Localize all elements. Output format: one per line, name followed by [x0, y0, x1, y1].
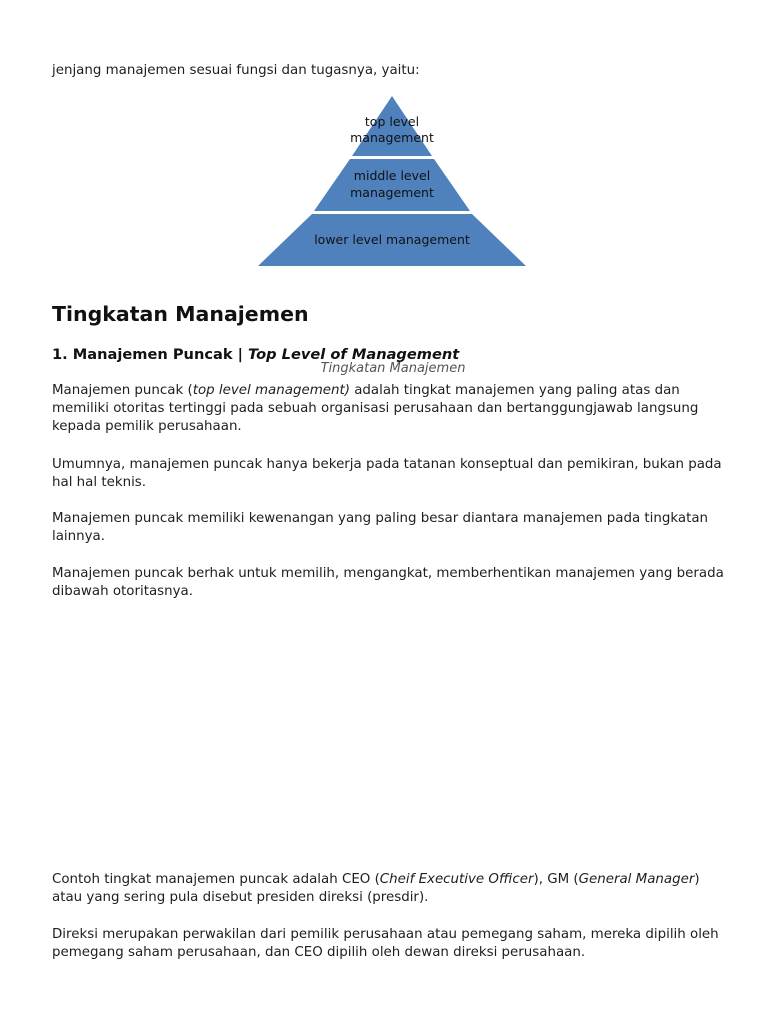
paragraph-4: Manajemen puncak berhak untuk memilih, mengangkat, memberhentikan manajemen yang berada dibawah otoritasnya. [52, 566, 724, 599]
pyramid-top-label-2: management [350, 130, 434, 145]
subheading-prefix: 1. Manajemen Puncak | [52, 346, 249, 363]
pyramid-top-label-1: top level [364, 114, 420, 129]
p1-text-a: Manajemen puncak ( [52, 383, 193, 398]
paragraph-1 [52, 382, 732, 436]
p5-text-italic-2: General Manager [578, 872, 695, 887]
pyramid-lower-label: lower level management [314, 232, 470, 247]
p5-text-a: Contoh tingkat manajemen puncak adalah CEO ( [52, 872, 380, 887]
paragraph-5 [52, 871, 732, 907]
intro-text: jenjang manajemen sesuai fungsi dan tugasnya, yaitu: [52, 63, 420, 78]
subheading-italic: Top Level of Management [248, 346, 460, 363]
section-heading: Tingkatan Manajemen [52, 302, 309, 326]
p5-text-italic-1: Cheif Executive Officer [379, 872, 534, 887]
pyramid-middle-label-1: middle level [353, 168, 431, 183]
p5-text-e: ) atau yang sering pula disebut presiden direksi (presdir). [52, 872, 700, 905]
p1-text-italic: top level management) [192, 383, 350, 398]
paragraph-2: Umumnya, manajemen puncak hanya bekerja pada tatanan konseptual dan pemikiran, bukan pada hal hal teknis. [52, 457, 722, 490]
pyramid-middle-label-2: management [350, 185, 434, 200]
subsection-heading [52, 346, 459, 363]
paragraph-6: Direksi merupakan perwakilan dari pemilik perusahaan atau pemegang saham, mereka dipilih oleh pemegang saham perusahaan, dan CEO dipilih oleh dewan direksi perusahaan. [52, 927, 719, 960]
p1-text-c: adalah tingkat manajemen yang paling atas dan memiliki otoritas tertinggi pada sebuah organisasi perusahaan dan bertanggungjawab langsung kepada pemilik perusahaan. [52, 383, 699, 434]
pyramid-diagram [256, 94, 530, 270]
paragraph-3: Manajemen puncak memiliki kewenangan yang paling besar diantara manajemen pada tingkatan lainnya. [52, 511, 709, 544]
p5-text-c: ), GM ( [533, 872, 579, 887]
figure-caption: Tingkatan Manajemen [320, 361, 466, 376]
